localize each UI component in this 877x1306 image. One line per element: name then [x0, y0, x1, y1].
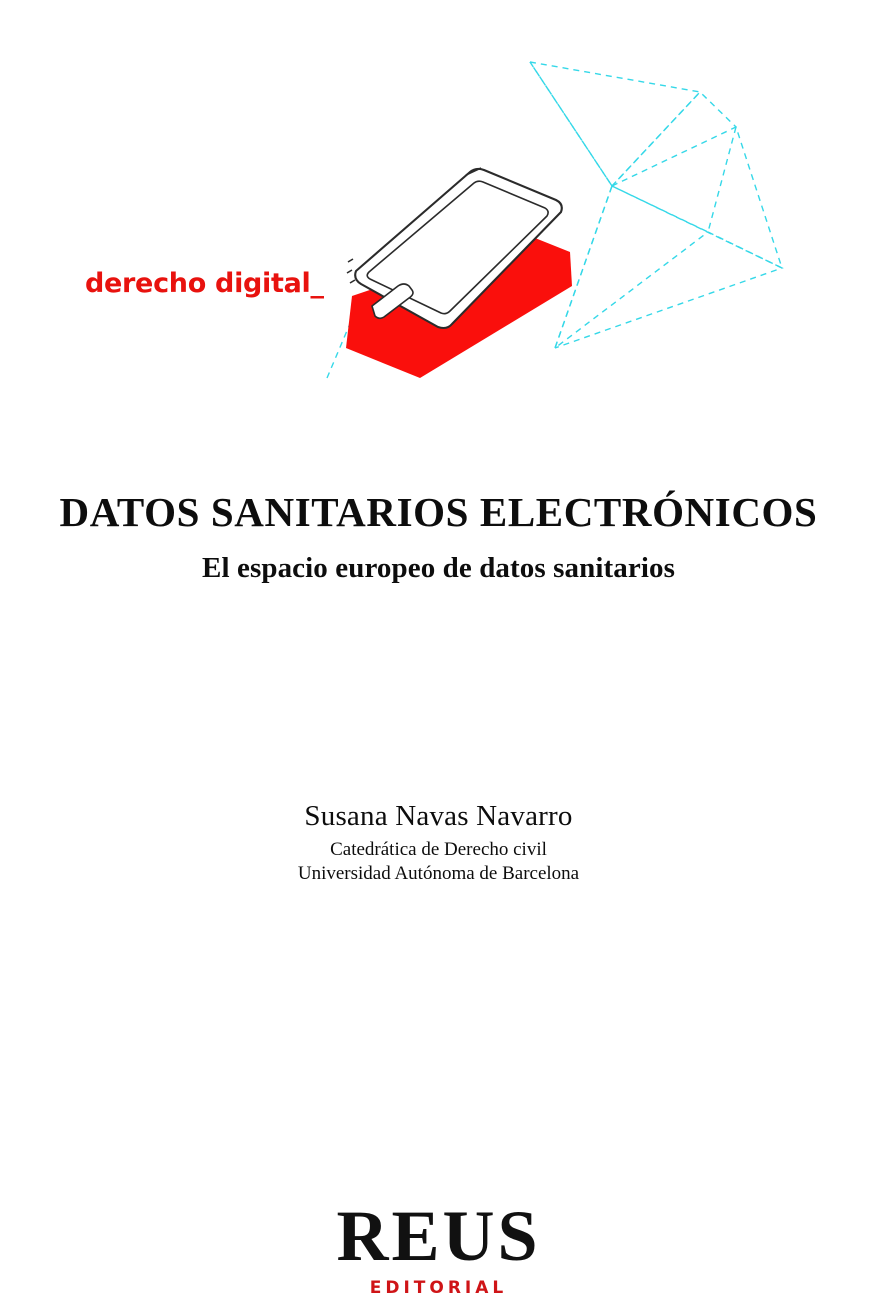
publisher-tagline: EDITORIAL	[369, 1278, 508, 1298]
collection-artwork	[0, 0, 877, 420]
title-block	[0, 486, 877, 585]
page-title: DATOS SANITARIOS ELECTRÓNICOS	[59, 489, 818, 535]
author-role: Catedrática de Derecho civil	[330, 839, 547, 860]
page-subtitle: El espacio europeo de datos sanitarios	[202, 552, 675, 585]
publisher-name: REUS	[336, 1196, 541, 1276]
author-name: Susana Navas Navarro	[304, 800, 573, 832]
publisher-logo	[0, 1196, 877, 1298]
author-block	[0, 800, 877, 885]
collection-label: derecho digital_	[85, 268, 324, 299]
author-affiliation: Universidad Autónoma de Barcelona	[297, 863, 580, 884]
